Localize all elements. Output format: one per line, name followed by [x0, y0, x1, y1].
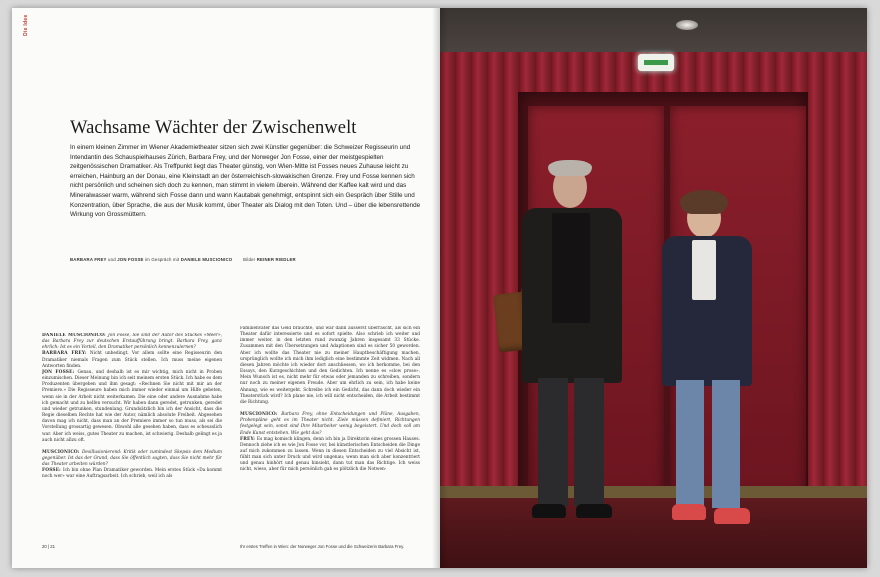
paragraph-text: Familienvater das Geld brauchte, und war dann äusserst überrascht, als sich ein Theater dafür interessierte und es sofort spielte. Also schrieb ich weiter und immer weiter, in den letzten rund zwanzig Jahren insgesamt 33 Stücke. Zusammen mit den Übersetzungen und Adaptionen sind es sicher 50 geworden. Aber ich wollte das Theater nie zu meiner Hauptbeschäftigung machen, ursprünglich wollte ich mich ihm lediglich eine bestimmte Zeit widmen. Nach all diesen Jahren möchte ich wieder dort anschliessen, wo ich herkomme, bei den Essays, den Kurzgeschichten und den Gedichten. Ich nenne es «slow prose». Mein Wunsch ist es, nicht mehr für etwas oder jemanden zu schreiben, sondern nur noch zu meiner eigenen Freude. Aber um ehrlich zu sein, ich habe keine Ahnung, wie es weitergeht. Schreibe ich ein Gedicht, das dann doch wieder ein Theaterstück wird? Ich plane nie, ich will nicht entscheiden, die Arbeit bestimmt die Richtung.	[240, 326, 420, 405]
paragraph-text: Genau, und deshalb ist es mir wichtig, mich nicht in Proben einzumischen. Dieser Meinung bin ich seit meinem ersten Stück. Ich habe es dem Produzenten übergeben und ihm gesagt: «Rechnen Sie nicht mit mir an der Premiere.» Die Regisseure haben mich immer wieder einmal um Hilfe gebeten, wenn sie in der Arbeit nicht weiterkamen. Die eine oder andere Ausnahme habe ich gemacht und zu helfen versucht. Wir haben dann geredet, getrunken, geredet und wieder getrunken, stundenlang. Grundsätzlich bin ich der Ansicht, dass die Regie dieselben Rechte hat wie der Autor, nämlich absolute Freiheit. Abgesehen davon mag ich nicht, dass man an der Premiere immer so tun muss, als sei die Vorstellung grossartig gewesen. Obwohl alle gesehen haben, dass es scheusslich war. Aber ich weiss, gutes Theater zu machen, ist schwierig. Deshalb gelingt es ja auch nicht allzu oft.	[42, 369, 222, 443]
interview-paragraph	[240, 437, 420, 474]
speaker-label: BARBARA FREY:	[42, 351, 90, 357]
interview-paragraph	[240, 412, 420, 437]
interview-paragraph	[42, 333, 222, 351]
photo-floor	[440, 498, 867, 568]
speaker-label: MUSCIONICO:	[240, 412, 282, 418]
left-page	[12, 8, 440, 568]
credit-name-frey: BARBARA FREY	[70, 257, 107, 262]
article-lead: In einem kleinen Zimmer im Wiener Akademietheater sitzen sich zwei Künstler gegenüber: die Schweizer Regisseurin und Intendantin des Schauspielhauses Zürich, Barbara Frey, und der Norweger Jon Fosse, einer der meistgespielten zeitgenössischen Dramatiker. Als Treffpunkt liegt das Theater günstig, von Wien-Mitte ist Fosses neues Zuhause leicht zu erreichen, Hainburg an der Donau, eine Kleinstadt an der österreichisch-slowakischen Grenze. Frey und Fosse kennen sich nicht persönlich und scheinen sich doch zu kennen, man stimmt in vielem überein. Während der Kaffee kalt wird und das Mineralwasser warm, während sich Fosse dann und wann Kautabak genehmigt, entspinnt sich ein Gespräch über Stille und Konzentration, über Sprache, die aus der Musik kommt, über Theater als Dialog mit den Toten. Und – über die lebensrettende Wirkung von Grossmüttern.	[70, 144, 421, 219]
photo-exit-sign	[638, 54, 674, 71]
interview-paragraph	[42, 468, 222, 480]
credit-und: und	[108, 257, 116, 262]
paragraph-text: Es mag komisch klingen, denn ich bin ja Direktorin eines grossen Hauses. Dennoch ziehe ich es wie Jon Fosse vor, bei künstlerischen Entscheiden die Dinge auf mich zukommen zu lassen. Wenn in diesen Entscheiden zu viel Absicht ist, fühlt man sich unter Druck und wird ungenau; wenn man sich aber konzentriert und genau hinhört und genau hinsieht, dann tut man das Richtige. Ich weiss nicht, wieso, aber für mich persönlich gab es plötzlich die Notwen-	[240, 436, 420, 473]
interview-paragraph	[42, 351, 222, 369]
paragraph-text: Jon Fosse, Sie sind der Autor des Stückes «Meer», das Barbara Frey zur deutschen Erstaufführung bringt. Barbara Frey, ganz ehrlich: Ist es ein Vorteil, den Dramatiker persönlich kennenzulernen?	[42, 333, 222, 351]
paragraph-text: Ich bin ohne Plan Dramatiker geworden. Mein erstes Stück «Da kommt noch wer» war eine Auftragsarbeit. Ich schrieb, weil ich als	[42, 468, 222, 480]
page-numbers: 20 | 21	[42, 544, 56, 549]
credit-name-muscionico: DANIELE MUSCIONICO	[180, 257, 233, 262]
speaker-label: FOSSE:	[42, 468, 63, 474]
photo-page	[440, 8, 867, 568]
speaker-label: DANIELE MUSCIONICO:	[42, 333, 109, 338]
paragraph-text: Barbara Frey, ohne Entscheidungen und Pläne, Ausgaben, Probenpläne geht es im Theater nicht. Ziele müssen definiert, Richtungen festgelegt sein, sonst sind Ihre Mitarbeiter wenig begeistert. Und doch soll am Ende Kunst entstehen. Wie geht das?	[240, 412, 420, 436]
credit-photographer: REINER RIEDLER	[256, 257, 296, 262]
section-tag: Die Idee	[23, 14, 29, 36]
interview-column-left	[42, 333, 222, 543]
speaker-label: MUSCIONICO:	[42, 449, 82, 455]
interview-column-right	[240, 326, 420, 548]
speaker-label: FREY:	[240, 436, 257, 442]
interview-paragraph	[240, 326, 420, 406]
paragraph-text: Desillusionierend: Kritik oder zumindest Skepsis dem Medium gegenüber. Ist das der Grund, dass Sie öffentlich sagten, dass Sie nicht mehr für das Theater arbeiten würden?	[42, 449, 222, 468]
credit-im-gespraech: im Gespräch mit	[145, 257, 180, 262]
credit-bilder: Bilder	[243, 257, 256, 262]
interview-paragraph	[42, 450, 222, 468]
magazine-spread	[12, 8, 867, 568]
article-credits	[70, 257, 422, 262]
article-headline: Wachsame Wächter der Zwischenwelt	[70, 118, 357, 138]
photo-ceiling-light	[676, 20, 698, 30]
speaker-label: JON FOSSE:	[42, 369, 78, 375]
paragraph-text: Nicht unbedingt. Vor allem sollte eine Regisseurin den Dramatiker niemals Fragen zum Stück stellen. Ich muss meine eigenen Antworten finden.	[42, 351, 222, 369]
photo-ceiling	[440, 8, 867, 52]
credit-name-fosse: JON FOSSE	[117, 257, 144, 262]
photo-caption: Ihr erstes Treffen in Wien: der Norweger Jon Fosse und die Schweizerin Barbara Frey.	[240, 544, 405, 549]
interview-paragraph	[42, 370, 222, 444]
